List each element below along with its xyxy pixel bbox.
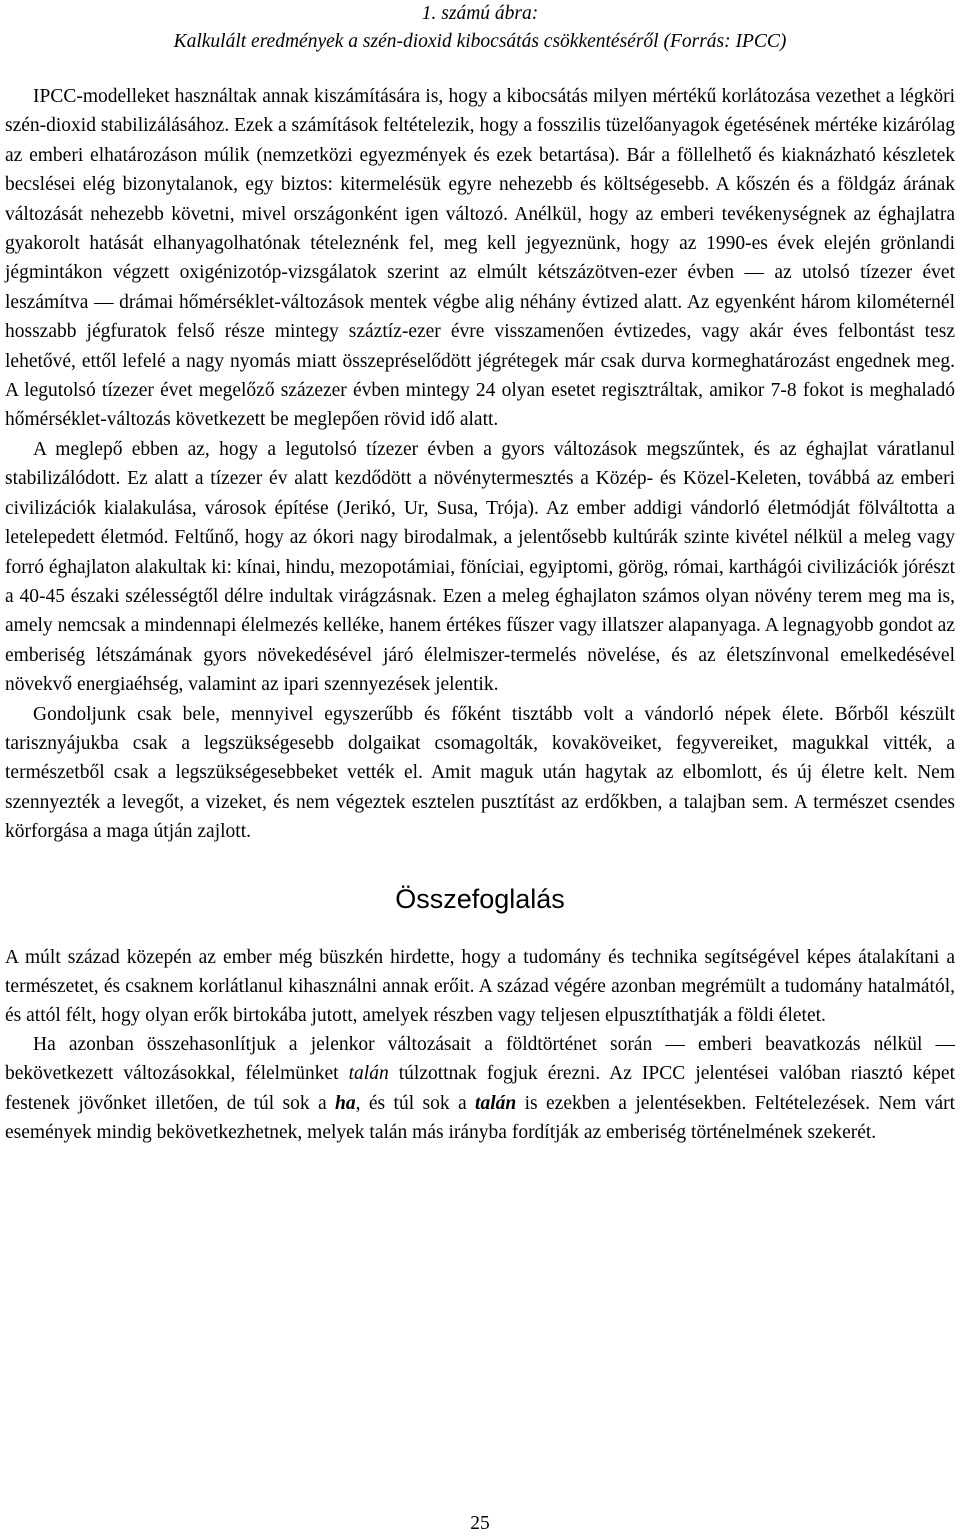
summary-paragraph-1: A múlt század közepén az ember még büszkén hirdette, hogy a tudomány és technika segítségével képes átalakítani a természetet, és csaknem korlátlanul kihasználni annak erőit. A század végére azonban megrémült a tudomány hatalmától, és attól félt, hogy olyan erők birtokába jutott, amelyek részben vagy teljesen elpusztíthatják a földi életet.: [5, 946, 955, 1026]
main-text: [5, 82, 955, 847]
summary-p2-emphasis-ha: ha: [335, 1092, 356, 1114]
summary-p2-text-4: is ezekben a jelentésekben. Feltételezések. Nem várt események mindig bekövetkezhetnek, melyek talán más irányba fordítják az emberiség történelmének szekerét.: [5, 1092, 956, 1143]
body-paragraph-2: A meglepő ebben az, hogy a legutolsó tízezer évben a gyors változások megszűntek, és az éghajlat váratlanul stabilizálódott. Ez alatt a tízezer év alatt kezdődött a növénytermesztés a Közép- és Közel-Keleten, továbbá az emberi civilizációk kialakulása, városok építése (Jerikó, Ur, Susa, Trója). Az ember addigi vándorló életmódját fölváltotta a letelepedett életmód. Feltűnő, hogy az ókori nagy birodalmak, a jelentősebb kultúrák szinte kivétel nélkül a meleg vagy forró éghajlaton alakultak ki: kínai, hindu, mezopotámiai, föníciai, egyiptomi, görög, római, karthágói civilizációk jórészt a 40-45 északi szélességtől délre indultak virágzásnak. Ezen a meleg éghajlaton számos olyan növény terem meg ma is, amely nemcsak a mindennapi élelmezés kelléke, hanem értékes fűszer vagy illatszer alapanyaga. A legnagyobb gondot az emberiség létszámának gyors növekedésével járó élelmiszer-termelés növelése, és az életszínvonal emelkedésével növekvő energiaéhség, valamint az ipari szennyezések jelentik.: [5, 438, 955, 696]
figure-subtitle: Kalkulált eredmények a szén-dioxid kibocsátás csökkentéséről (Forrás: IPCC): [173, 31, 787, 52]
summary-p2-text-2: túlzottnak fogjuk érezni. Az IPCC jelentései valóban riasztó képet festenek jövőnket illetően, de túl sok a: [5, 1063, 955, 1114]
body-paragraph-3: Gondoljunk csak bele, mennyivel egyszerűbb és főként tisztább volt a vándorló népek élete. Bőrből készült tarisznyájukba csak a legszükségesebb dolgaikat csomagolták, kovaköveiket, fegyvereiket, magukkal vitték, a természetből csak a legszükségesebbeket vették el. Amit maguk után hagytak az elbomlott, és új életre kelt. Nem szennyezték a levegőt, a vizeket, és nem végeztek esztelen pusztítást az erdőkben, a talajban sem. A természet csendes körforgása a maga útján zajlott.: [5, 703, 955, 843]
summary-p2-emphasis-talan-bold: talán: [475, 1092, 517, 1114]
document-page: [5, 0, 955, 1147]
summary-paragraph-2: [5, 1030, 955, 1147]
body-paragraph-1: IPCC-modelleket használtak annak kiszámítására is, hogy a kibocsátás milyen mértékű korlátozása vezethet a légköri szén-dioxid stabilizálásához. Ezek a számítások feltételezik, hogy a fosszilis tüzelőanyagok égetésének mértéke kizárólag az emberi elhatározáson múlik (nemzetközi egyezmények és ezek betartása). Bár a föllelhető és kiaknázható készletek becslései elég bizonytalanok, egy biztos: kitermelésük egyre nehezebb és költségesebb. A kőszén és a földgáz árának változását nehezebb követni, mivel országonként igen változó. Anélkül, hogy az emberi tevékenységnek az éghajlatra gyakorolt hatását elhanyagolhatónak tételeznénk fel, meg kell jegyeznünk, hogy az 1990-es évek elején grönlandi jégmintákon végzett oxigénizotóp-vizsgálatok szerint az elmúlt kétszázötven-ezer évben — az utolsó tízezer évet leszámítva — drámai hőmérséklet-változások mentek végbe alig néhány évtized alatt. Az egyenként három kilométernél hosszabb jégfuratok felső része mintegy száztíz-ezer évre visszamenően évtizedes, vagy akár éves felbontást tesz lehetővé, ettől lefelé a nagy nyomás miatt összepréselődött jégrétegek már csak durva kormeghatározást engednek meg. A legutolsó tízezer évet megelőző százezer évben mintegy 24 olyan esetet regisztráltak, amikor 7-8 fokot is meghaladó hőmérséklet-változás következett be meglepően rövid idő alatt.: [5, 86, 955, 431]
summary-p2-emphasis-talan: talán: [348, 1063, 389, 1085]
summary-p2-text-3: , és túl sok a: [355, 1092, 476, 1114]
section-heading: Összefoglalás: [395, 883, 565, 914]
figure-number-label: 1. számú ábra:: [421, 3, 539, 24]
figure-caption: [5, 0, 955, 55]
page-number: 25: [470, 1513, 490, 1534]
summary-text: [5, 943, 955, 1147]
summary-p2-text-1: Ha azonban összehasonlítjuk a jelenkor változásait a földtörténet során — emberi beavatkozás nélkül — bekövetkezett változásokkal, félelmünket: [5, 1034, 955, 1085]
